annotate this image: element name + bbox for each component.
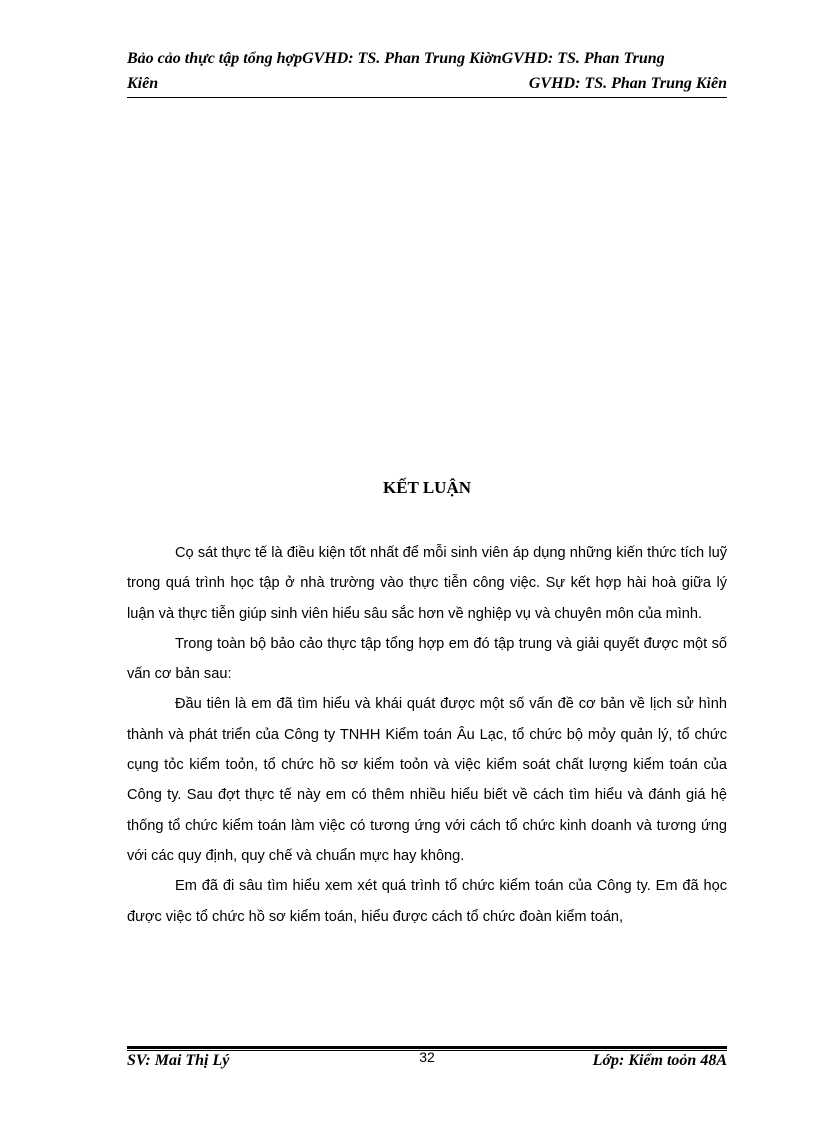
page-footer xyxy=(127,1049,727,1071)
footer-class-name: Lớp: Kiểm toỏn 48A xyxy=(592,1052,727,1069)
paragraph: Đầu tiên là em đã tìm hiểu và khái quát được một số vấn đề cơ bản về lịch sử hình thành và phát triển của Công ty TNHH Kiểm toán Âu Lạc, tổ chức bộ mỏy quản lý, tổ chức cụng tỏc kiểm toỏn, tổ chức hồ sơ kiểm toỏn và việc kiểm soát chất lượng kiểm toán của Công ty. Sau đợt thực tế này em có thêm nhiều hiểu biết về cách tìm hiểu và đánh giá hệ thống tổ chức kiểm toán làm việc có tương ứng với cách tổ chức kinh doanh và tương ứng với các quy định, quy chế và chuẩn mực hay không. xyxy=(127,696,727,864)
page-header xyxy=(127,46,727,96)
header-line-2 xyxy=(127,71,727,96)
paragraph: Cọ sát thực tế là điều kiện tốt nhất để mỗi sinh viên áp dụng những kiến thức tích luỹ trong quá trình học tập ở nhà trường vào thực tiễn công việc. Sự kết hợp hài hoà giữa lý luận và thực tiễn giúp sinh viên hiểu sâu sắc hơn về nghiệp vụ và chuyên môn của mình. xyxy=(127,545,727,622)
body-text xyxy=(127,538,727,932)
section-title: KẾT LUẬN xyxy=(382,478,471,497)
header-text-continuation: Kiên xyxy=(127,75,159,92)
header-divider xyxy=(127,97,727,98)
header-text: Bảo cảo thực tập tổng hợpGVHD: TS. Phan Trung KiờnGVHD: TS. Phan Trung xyxy=(127,50,665,67)
page-number: 32 xyxy=(419,1049,435,1065)
header-advisor: GVHD: TS. Phan Trung Kiên xyxy=(528,75,727,92)
header-line-1 xyxy=(127,46,727,71)
footer-student-name: SV: Mai Thị Lý xyxy=(127,1052,230,1069)
paragraph: Em đã đi sâu tìm hiểu xem xét quá trình tổ chức kiểm toán của Công ty. Em đã học được việc tổ chức hồ sơ kiểm toán, hiểu được cách tổ chức đoàn kiểm toán, xyxy=(127,878,727,925)
paragraph: Trong toàn bộ bảo cảo thực tập tổng hợp em đó tập trung và giải quyết được một số vấn cơ bản sau: xyxy=(127,635,727,683)
